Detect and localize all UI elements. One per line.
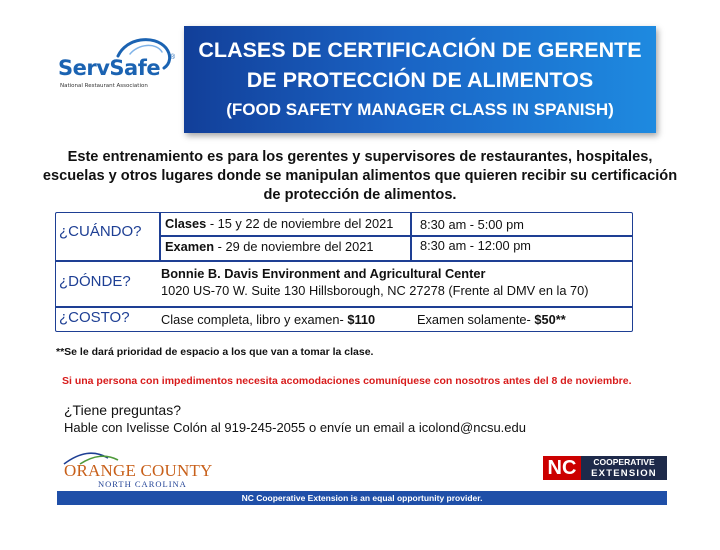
title-banner	[184, 26, 656, 133]
cost-label: ¿COSTO?	[59, 309, 130, 326]
info-table	[55, 212, 633, 332]
north-carolina-label: NORTH CAROLINA	[98, 479, 187, 489]
col-divider	[159, 212, 161, 260]
classes-dates	[165, 216, 393, 231]
cooperative-extension-text: COOPERATIVE EXTENSION	[581, 456, 667, 480]
servsafe-trademark: ®	[170, 54, 176, 61]
col-divider	[410, 212, 412, 260]
questions-heading: ¿Tiene preguntas?	[64, 402, 181, 418]
venue-address: 1020 US-70 W. Suite 130 Hillsborough, NC 27278 (Frente al DMV en la 70)	[161, 283, 589, 298]
exam-date-text: - 29 de noviembre del 2021	[214, 239, 374, 254]
classes-date-text: - 15 y 22 de noviembre del 2021	[206, 216, 394, 231]
where-label: ¿DÓNDE?	[59, 273, 131, 290]
full-class-cost: Clase completa, libro y examen- $110	[161, 312, 376, 327]
title-line-2: DE PROTECCIÓN DE ALIMENTOS	[246, 68, 594, 92]
exam-label: Examen	[165, 239, 215, 254]
classes-label: Clases	[165, 216, 207, 231]
classes-time: 8:30 am - 5:00 pm	[420, 217, 524, 232]
venue-name: Bonnie B. Davis Environment and Agricultural Center	[161, 266, 486, 281]
full-class-price: $110	[347, 312, 376, 327]
title-subtitle: (FOOD SAFETY MANAGER CLASS IN SPANISH)	[226, 100, 614, 119]
footer-bar: NC Cooperative Extension is an equal opportunity provider.	[57, 491, 667, 505]
contact-info: Hable con Ivelisse Colón al 919-245-2055 o envíe un email a icolond@ncsu.edu	[64, 420, 526, 435]
intro-paragraph	[40, 148, 680, 205]
nc-mark: NC	[543, 456, 581, 480]
servsafe-logo	[58, 34, 183, 94]
intro-line-3: de protección de alimentos.	[263, 187, 457, 203]
priority-note: **Se le dará prioridad de espacio a los que van a tomar la clase.	[56, 346, 374, 358]
accommodation-note: Si una persona con impedimentos necesita acomodaciones comuníquese con nosotros antes del 8 de noviembre.	[62, 375, 632, 387]
exam-time: 8:30 am - 12:00 pm	[420, 238, 531, 253]
exam-only-price: $50**	[534, 312, 566, 327]
row-divider	[55, 260, 633, 262]
servsafe-wordmark: ServSafe	[58, 56, 161, 80]
intro-line-2: escuelas y otros lugares donde se manipulan alimentos que quieren recibir su certificación	[42, 168, 678, 184]
nc-cooperative-extension-logo	[543, 456, 667, 480]
exam-dates	[165, 239, 373, 254]
intro-line-1: Este entrenamiento es para los gerentes y supervisores de restaurantes, hospitales,	[67, 149, 653, 165]
title-line-1: CLASES DE CERTIFICACIÓN DE GERENTE	[198, 38, 642, 62]
cell-divider	[159, 235, 633, 237]
orange-county-logo	[60, 446, 213, 492]
servsafe-tagline: National Restaurant Association	[60, 83, 148, 89]
when-label: ¿CUÁNDO?	[59, 223, 142, 240]
orange-county-name: ORANGE COUNTY	[64, 461, 213, 480]
row-divider	[55, 306, 633, 308]
exam-only-cost: Examen solamente- $50**	[417, 312, 566, 327]
